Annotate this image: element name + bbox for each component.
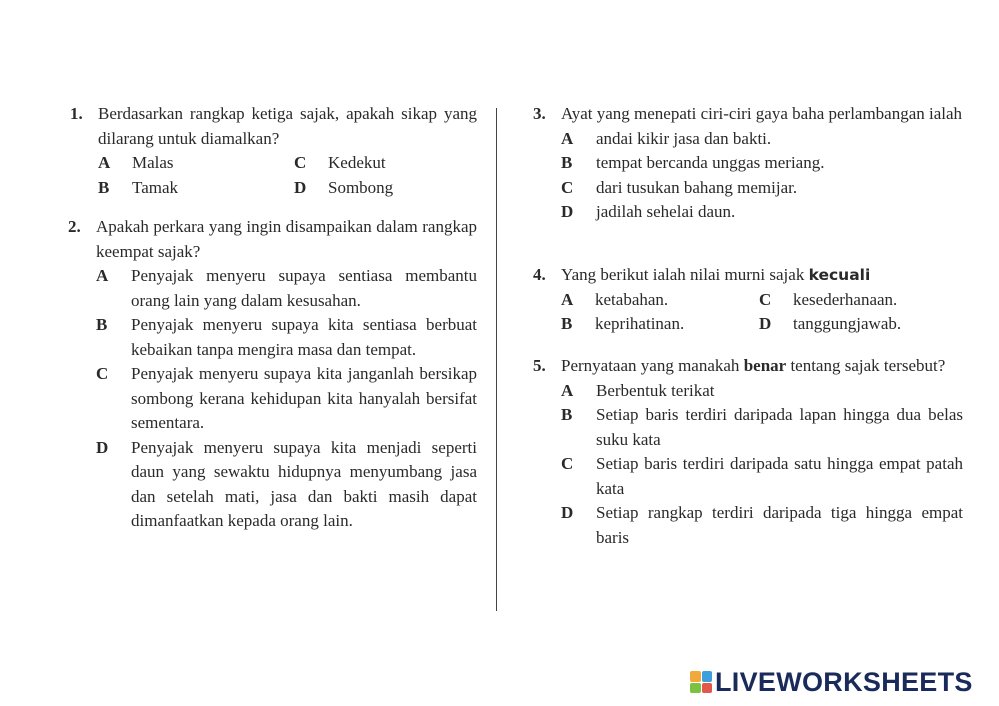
option-text: ketabahan. [595,289,669,309]
option-letter: D [561,202,574,221]
option-letter: C [294,153,307,172]
option-letter: D [759,314,772,333]
option-letter: D [561,503,574,522]
question-emphasis: kecuali [808,266,871,284]
question-text-suffix: tentang sajak tersebut? [790,356,946,375]
option-text: Setiap baris terdiri daripada lapan hingga dua belas suku kata [596,405,963,449]
question-1 [70,102,477,200]
logo-tile [690,683,701,694]
question-text [561,263,963,288]
question-text-prefix: Pernyataan yang manakah [561,356,740,375]
option-letter: B [561,153,573,172]
option-text: tempat bercanda unggas meriang. [596,153,825,172]
option-letter: C [96,364,109,383]
option-text: dari tusukan bahang memijar. [596,177,798,197]
question-5 [533,354,963,550]
option-text: Berbentuk terikat [596,380,715,400]
option-text: Malas [132,153,174,172]
option-b[interactable] [561,151,963,176]
option-letter: B [98,177,110,197]
option-letter: B [561,314,573,333]
option-text: Sombong [328,177,394,197]
option-d[interactable] [561,200,963,225]
option-c[interactable] [561,176,963,201]
question-text-prefix: Yang berikut ialah nilai murni sajak [561,265,805,284]
option-text: jadilah sehelai daun. [596,202,736,221]
option-letter: A [98,153,111,172]
question-3 [533,102,963,225]
question-4 [533,263,963,337]
option-c[interactable] [759,288,963,313]
option-text: Setiap baris terdiri daripada satu hingga empat patah kata [596,454,963,498]
option-letter: B [561,405,573,424]
question-number: 3. [533,104,546,123]
option-letter: A [561,289,574,309]
option-text: Penyajak menyeru supaya kita sentiasa berbuat kebaikan tanpa mengira masa dan tempat. [131,315,477,359]
options-grid [561,288,963,337]
option-text: Penyajak menyeru supaya sentiasa membantu orang lain yang dalam kesusahan. [131,266,477,310]
logo-tile [702,671,713,682]
option-letter: D [294,177,307,197]
option-letter: C [759,289,772,309]
option-c[interactable] [96,362,477,436]
options-list [561,379,963,551]
option-letter: A [561,380,574,400]
option-b[interactable] [561,312,759,337]
option-text: Kedekut [328,153,386,172]
option-d[interactable] [294,176,477,201]
option-letter: A [561,128,574,148]
question-text: Ayat yang menepati ciri-ciri gaya baha perlambangan ialah [561,104,963,123]
option-b[interactable] [98,176,294,201]
option-a[interactable] [98,151,294,176]
option-letter: D [96,437,109,457]
question-number: 4. [533,265,546,284]
option-a[interactable] [96,264,477,313]
option-text: Setiap rangkap terdiri daripada tiga hingga empat baris [596,503,963,547]
option-text: Penyajak menyeru supaya kita menjadi seperti daun yang sewaktu hidupnya menyumbang jasa dan setelah mati, jasa dan bakti masih dapat dimanfaatkan kepada orang lain. [131,437,477,530]
option-text: kesederhanaan. [793,289,898,309]
option-text: tanggungjawab. [793,314,902,333]
logo-tile [702,683,713,694]
option-c[interactable] [561,452,963,501]
option-d[interactable] [759,312,963,337]
option-letter: C [561,177,574,197]
option-letter: C [561,454,574,473]
liveworksheets-logo [690,667,973,697]
option-letter: A [96,266,109,285]
option-text: Tamak [132,177,179,197]
option-b[interactable] [561,403,963,452]
option-d[interactable] [96,436,477,534]
question-text: Apakah perkara yang ingin disampaikan dalam rangkap keempat sajak? [96,217,477,261]
question-2 [68,215,477,534]
options-grid [98,151,477,200]
option-a[interactable] [561,288,759,313]
option-text: keprihatinan. [595,314,685,333]
option-c[interactable] [294,151,477,176]
logo-text: LIVEWORKSHEETS [715,666,973,697]
question-emphasis: benar [743,356,787,375]
column-divider [496,108,497,611]
options-list [561,127,963,225]
options-list [96,264,477,534]
liveworksheets-logo-icon [690,671,712,693]
option-letter: B [96,315,108,334]
option-text: andai kikir jasa dan bakti. [596,128,772,148]
question-text [561,354,963,379]
option-a[interactable] [561,127,963,152]
logo-tile [690,671,701,682]
option-text: Penyajak menyeru supaya kita janganlah bersikap sombong kerana kehidupan kita hanyalah bersifat sementara. [131,364,477,432]
question-number: 5. [533,356,546,375]
question-text: Berdasarkan rangkap ketiga sajak, apakah sikap yang dilarang untuk diamalkan? [98,104,477,148]
question-number: 2. [68,217,81,236]
option-d[interactable] [561,501,963,550]
question-number: 1. [70,104,83,123]
option-a[interactable] [561,379,963,404]
option-b[interactable] [96,313,477,362]
